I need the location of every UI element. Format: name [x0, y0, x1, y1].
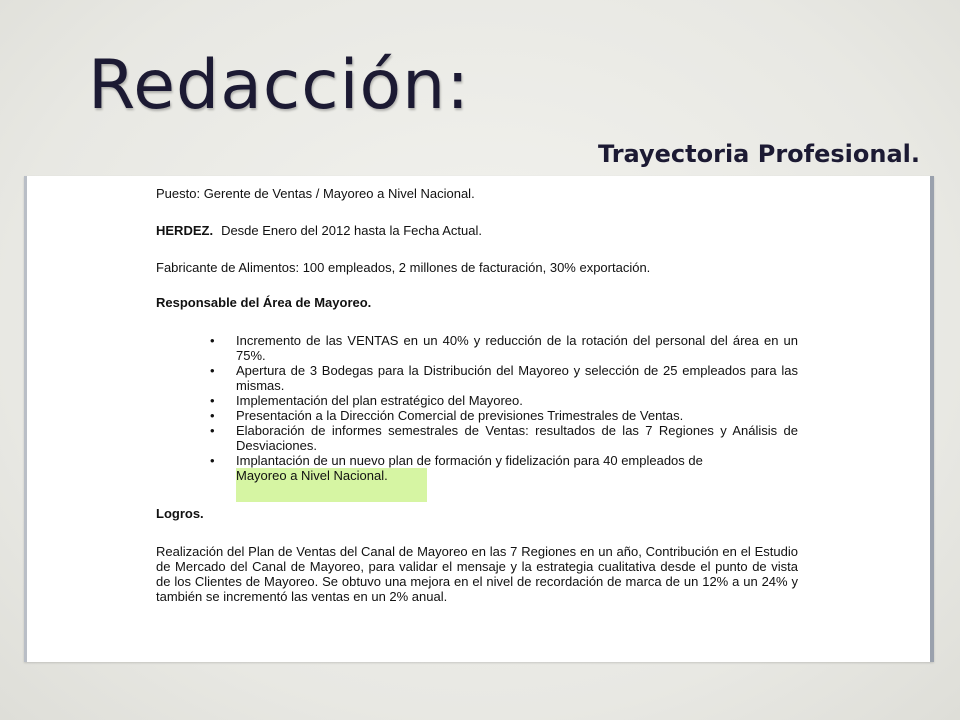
company-line: [156, 223, 798, 238]
document-edge: [24, 176, 27, 662]
slide-title: Redacción:: [88, 46, 471, 125]
responsibility-list: [156, 333, 798, 502]
resume-document-image: [24, 176, 934, 662]
list-item: • Elaboración de informes semestrales de Ventas: resultados de las 7 Regiones y Análisis de Desviaciones.: [236, 423, 798, 453]
company-name: HERDEZ.: [156, 223, 214, 238]
list-item: • Incremento de las VENTAS en un 40% y reducción de la rotación del personal del área en un 75%.: [236, 333, 798, 363]
list-item: [236, 453, 798, 502]
responsibility-heading: Responsable del Área de Mayoreo.: [156, 295, 372, 310]
position-line: Puesto: Gerente de Ventas / Mayoreo a Nivel Nacional.: [156, 186, 475, 201]
company-description: Fabricante de Alimentos: 100 empleados, 2 millones de facturación, 30% exportación.: [156, 260, 651, 275]
list-item: • Implementación del plan estratégico del Mayoreo.: [236, 393, 798, 408]
document-body: [156, 186, 798, 604]
list-item: • Apertura de 3 Bodegas para la Distribución del Mayoreo y selección de 25 empleados para las mismas.: [236, 363, 798, 393]
slide-subtitle: Trayectoria Profesional.: [597, 140, 920, 168]
employment-dates: Desde Enero del 2012 hasta la Fecha Actual.: [221, 223, 482, 238]
highlighted-text: Mayoreo a Nivel Nacional.: [236, 468, 427, 502]
list-item: • Presentación a la Dirección Comercial de previsiones Trimestrales de Ventas.: [236, 408, 798, 423]
list-item-text: Implantación de un nuevo plan de formación y fidelización para 40 empleados de: [236, 453, 703, 468]
achievements-paragraph: Realización del Plan de Ventas del Canal de Mayoreo en las 7 Regiones en un año, Contribución en el Estudio de Mercado del Canal de Mayoreo, para validar el mensaje y la estrategia cualitativa desde el punto de vista de los Clientes de Mayoreo. Se obtuvo una mejora en el nivel de recordación de marca de un 12% a un 24% y también se incrementó las ventas en un 2% anual.: [156, 544, 798, 604]
achievements-heading: Logros.: [156, 506, 204, 521]
